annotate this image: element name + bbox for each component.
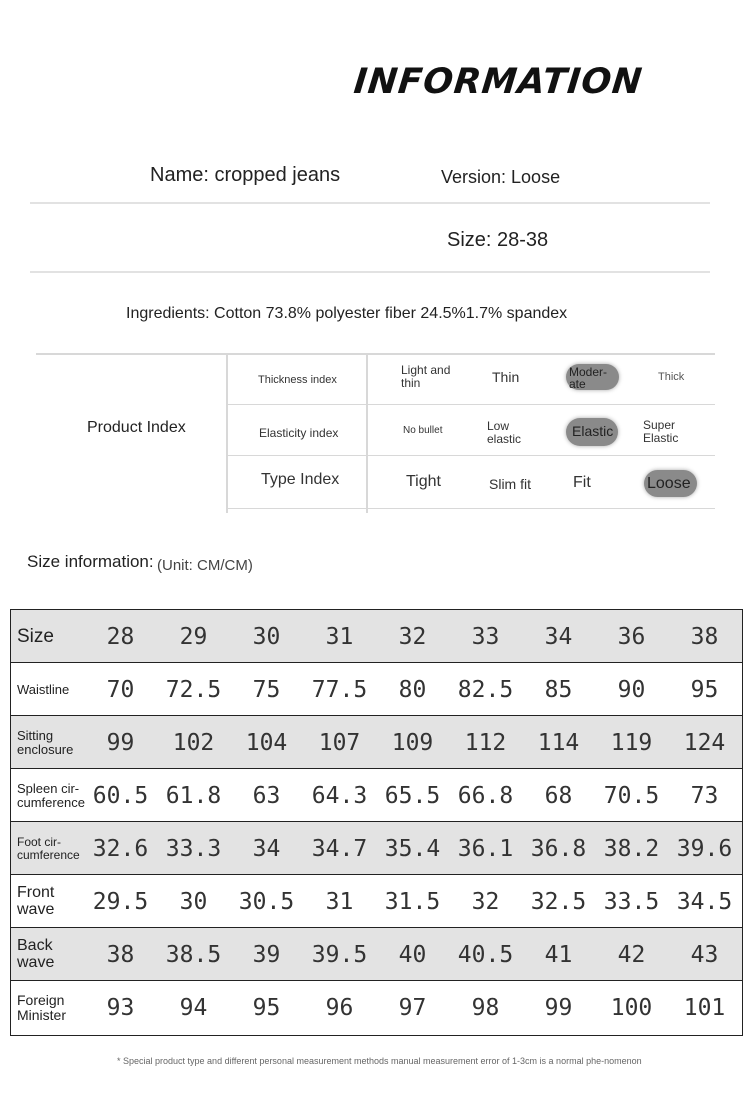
table-cell: 61.8 [165,782,222,809]
table-cell: 114 [537,729,580,756]
table-cell: 119 [610,729,653,756]
table-cell: 80 [398,676,427,703]
table-cell: 39 [252,941,281,968]
table-cell: 35.4 [384,835,441,862]
table-cell: 90 [617,676,646,703]
table-cell: 30 [179,888,208,915]
table-row [11,875,742,928]
table-cell: 65.5 [384,782,441,809]
type-option-tight: Tight [406,473,441,490]
elasticity-option-super: Super Elastic [643,418,679,445]
table-cell: 38 [690,623,719,650]
table-cell: 38.5 [165,941,222,968]
table-cell: 70 [106,676,135,703]
divider [366,355,368,513]
thickness-option-light: Light and thin [401,363,451,390]
table-cell: 93 [106,994,135,1021]
table-cell: 109 [391,729,434,756]
table-cell: 32.6 [92,835,149,862]
table-cell: 34.7 [311,835,368,862]
table-cell: 30 [252,623,281,650]
table-cell: 38 [106,941,135,968]
size-unit-label: (Unit: CM/CM) [157,557,253,574]
table-cell: 95 [252,994,281,1021]
row-label-front-wave: Front wave [17,883,55,918]
table-cell: 97 [398,994,427,1021]
product-ingredients: Ingredients: Cotton 73.8% polyester fiber 24.5%1.7% spandex [126,305,568,322]
table-cell: 94 [179,994,208,1021]
table-cell: 107 [318,729,361,756]
table-cell: 32 [398,623,427,650]
divider [30,271,710,273]
elasticity-option-no-bullet: No bullet [403,425,443,436]
table-cell: 40 [398,941,427,968]
row-label-sitting-enclosure: Sitting enclosure [17,727,74,757]
row-label-back-wave: Back wave [17,936,55,971]
type-index-label: Type Index [261,471,340,488]
table-cell: 60.5 [92,782,149,809]
size-table [10,609,743,1036]
table-row [11,981,742,1034]
row-label-spleen-circumference: Spleen cir-cumference [17,780,85,810]
table-cell: 68 [544,782,573,809]
table-cell: 33.3 [165,835,222,862]
divider [226,355,228,513]
table-cell: 32 [471,888,500,915]
type-option-fit: Fit [573,474,591,491]
table-cell: 104 [245,729,288,756]
table-cell: 39.5 [311,941,368,968]
table-cell: 31 [325,888,354,915]
table-cell: 36.1 [457,835,514,862]
table-row [11,716,742,769]
table-cell: 40.5 [457,941,514,968]
table-cell: 33.5 [603,888,660,915]
table-cell: 38.2 [603,835,660,862]
table-cell: 41 [544,941,573,968]
table-cell: 72.5 [165,676,222,703]
table-cell: 42 [617,941,646,968]
table-cell: 124 [683,729,726,756]
table-cell: 85 [544,676,573,703]
table-cell: 43 [690,941,719,968]
product-index-label: Product Index [87,419,186,436]
thickness-index-label: Thickness index [258,374,337,386]
table-cell: 28 [106,623,135,650]
table-cell: 96 [325,994,354,1021]
table-cell: 112 [464,729,507,756]
table-cell: 64.3 [311,782,368,809]
footnote: * Special product type and different personal measurement methods manual measurement error of 1-3cm is a normal phe-nomenon [117,1056,642,1066]
divider [228,455,715,456]
thickness-option-thin: Thin [492,369,520,385]
table-cell: 70.5 [603,782,660,809]
thickness-option-moderate: Moder-ate [569,365,608,391]
table-cell: 34.5 [676,888,733,915]
table-cell: 95 [690,676,719,703]
table-cell: 36 [617,623,646,650]
table-cell: 75 [252,676,281,703]
table-cell: 34 [252,835,281,862]
row-label-foreign-minister: Foreign Minister [17,991,67,1023]
table-cell: 66.8 [457,782,514,809]
table-cell: 33 [471,623,500,650]
page-title: INFORMATION [351,62,645,102]
elasticity-option-low: Low elastic [487,419,522,446]
table-cell: 101 [683,994,726,1021]
elasticity-index-label: Elasticity index [259,426,339,440]
product-name: Name: cropped jeans [150,164,341,186]
table-cell: 29.5 [92,888,149,915]
table-row [11,822,742,875]
table-cell: 99 [544,994,573,1021]
divider [228,404,715,405]
table-cell: 36.8 [530,835,587,862]
table-cell: 34 [544,623,573,650]
table-cell: 63 [252,782,281,809]
table-row [11,928,742,981]
table-cell: 73 [690,782,719,809]
divider [30,202,710,204]
table-row [11,663,742,716]
type-option-loose: Loose [647,475,691,492]
product-version: Version: Loose [441,167,561,187]
table-cell: 82.5 [457,676,514,703]
product-size-range: Size: 28-38 [447,229,549,251]
row-label-size: Size [17,625,54,647]
thickness-option-thick: Thick [658,371,685,383]
table-cell: 102 [172,729,215,756]
elasticity-option-elastic: Elastic [572,423,614,439]
type-option-slim-fit: Slim fit [489,476,531,492]
table-cell: 32.5 [530,888,587,915]
table-cell: 77.5 [311,676,368,703]
row-label-foot-circumference: Foot cir-cumference [17,834,80,862]
divider [36,353,715,355]
table-cell: 30.5 [238,888,295,915]
table-cell: 29 [179,623,208,650]
table-cell: 100 [610,994,653,1021]
table-row [11,769,742,822]
row-label-waistline: Waistline [17,681,70,697]
table-cell: 31 [325,623,354,650]
divider [228,508,715,509]
size-information-label: Size information: [27,552,154,571]
table-cell: 39.6 [676,835,733,862]
table-cell: 98 [471,994,500,1021]
table-row [11,610,742,663]
table-cell: 99 [106,729,135,756]
table-cell: 31.5 [384,888,441,915]
